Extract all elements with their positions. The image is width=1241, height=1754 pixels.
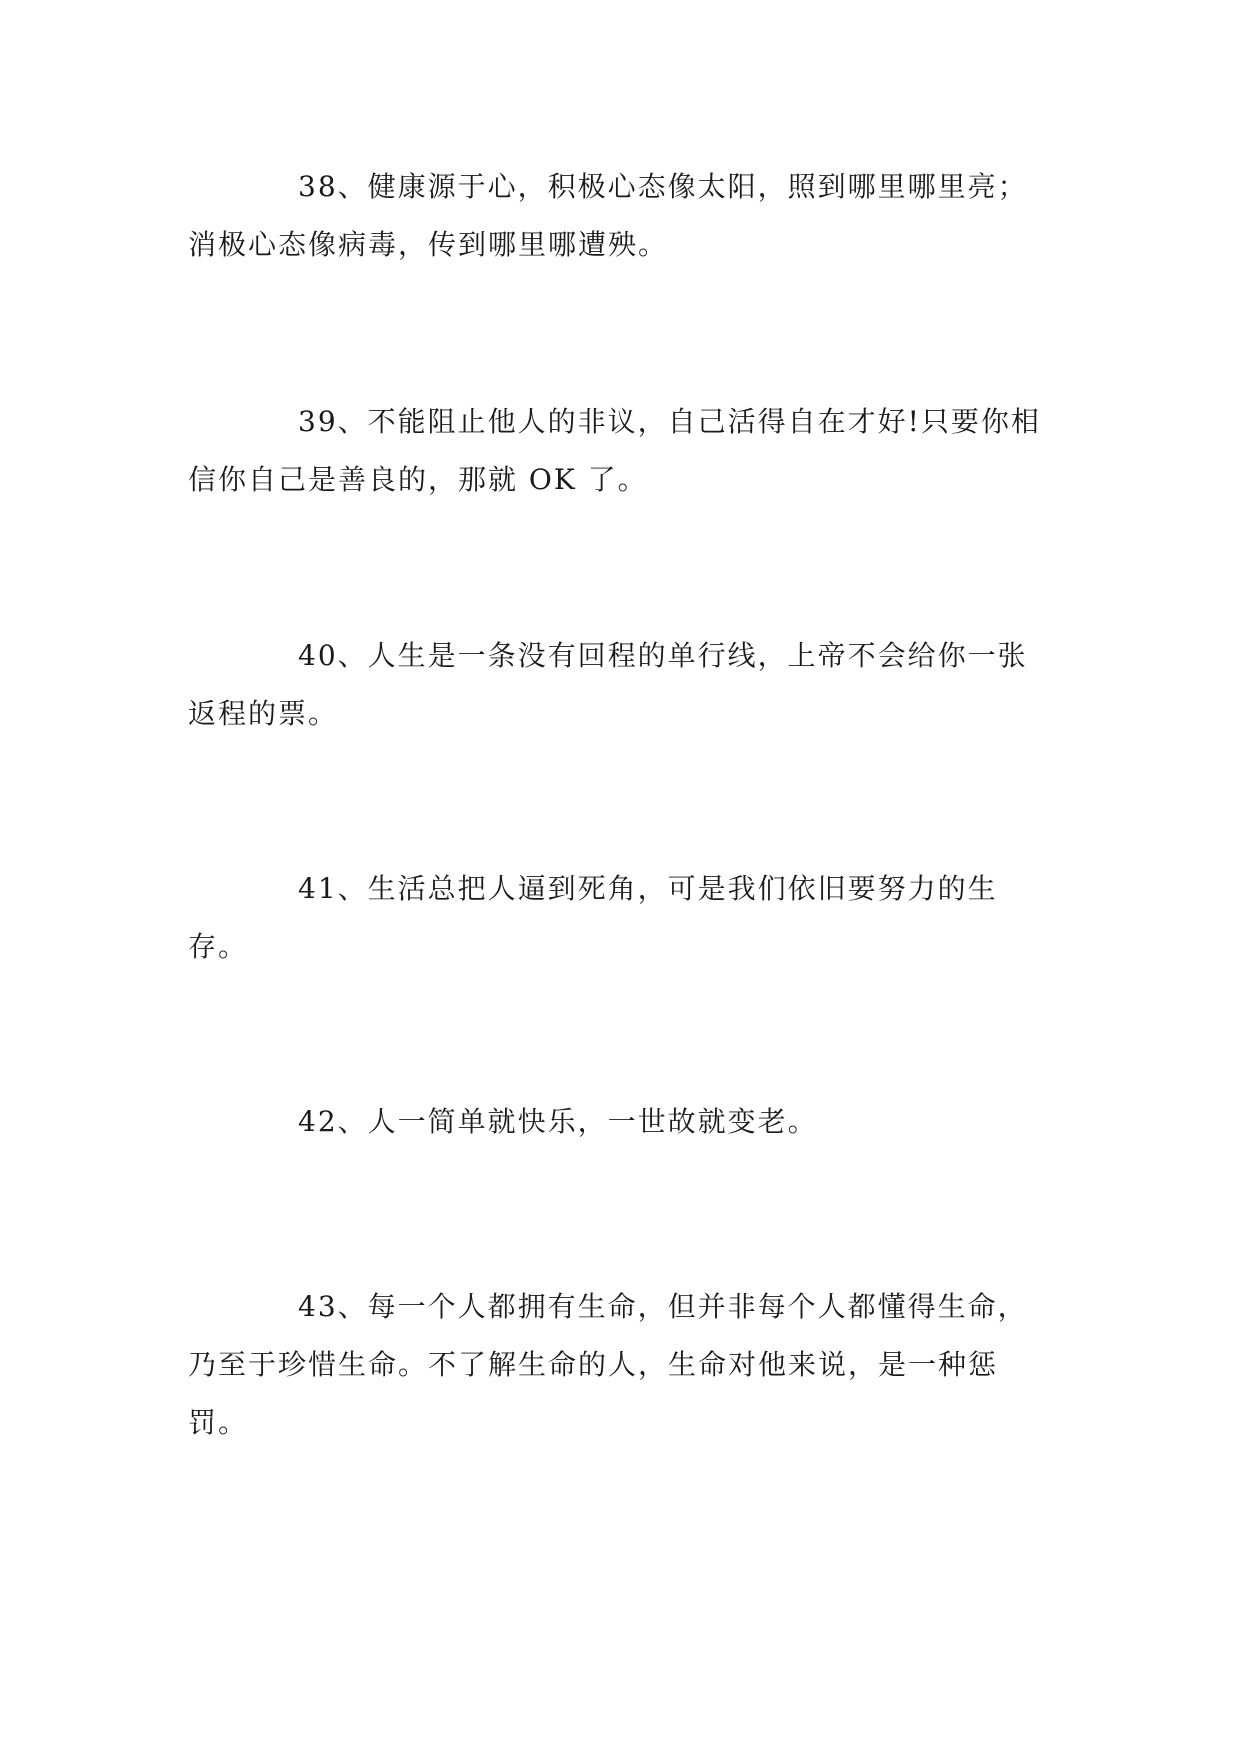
- paragraph-40: 40、人生是一条没有回程的单行线，上帝不会给你一张返程的票。: [188, 639, 1028, 730]
- paragraph-39: 39、不能阻止他人的非议，自己活得自在才好!只要你相信你自己是善良的，那就 OK 了。: [188, 405, 1041, 496]
- paragraph-41: 41、生活总把人逼到死角，可是我们依旧要努力的生存。: [188, 872, 998, 963]
- paragraph-42: 42、人一简单就快乐，一世故就变老。: [298, 1105, 818, 1138]
- paragraph-43: 43、每一个人都拥有生命，但并非每个人都懂得生命，乃至于珍惜生命。不了解生命的人，生命对他来说，是一种惩罚。: [188, 1290, 1028, 1439]
- paragraph-38: 38、健康源于心，积极心态像太阳，照到哪里哪里亮；消极心态像病毒，传到哪里哪遭殃。: [188, 170, 1028, 261]
